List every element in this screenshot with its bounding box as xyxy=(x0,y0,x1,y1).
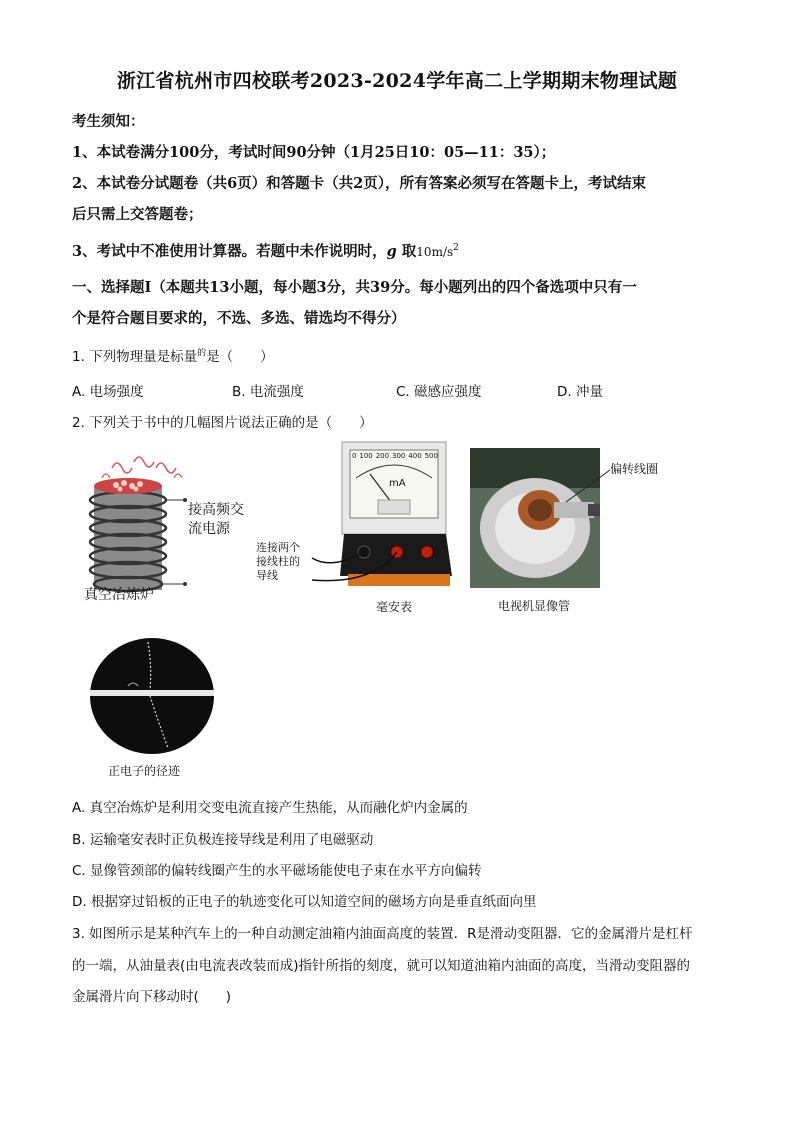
meter-scale xyxy=(352,452,438,460)
q2-option-c[interactable]: C. 显像管颈部的偏转线圈产生的水平磁场能使电子束在水平方向偏转 xyxy=(72,863,482,879)
meter-unit: mA xyxy=(389,478,406,489)
tv-tube-figure xyxy=(470,448,730,618)
section1-line2: 个是符合题目要求的，不选、多选、错选均不得分） xyxy=(72,310,406,327)
gravity-unit: 10m/s xyxy=(416,245,454,259)
q1-option-b[interactable]: B. 电流强度 xyxy=(232,384,304,400)
notice-item-3-text: 3、考试中不准使用计算器。若题中未作说明时， xyxy=(72,243,387,260)
milliammeter-figure xyxy=(252,440,452,620)
q1-option-d[interactable]: D. 冲量 xyxy=(557,384,603,400)
q3-line1: 3. 如图所示是某种汽车上的一种自动测定油箱内油面高度的装置．R是滑动变阻器．它的金属滑片是杠杆 xyxy=(72,926,693,942)
notice-item-3-take: 取 xyxy=(396,243,417,260)
deflection-coil-pointer xyxy=(562,466,612,506)
meter-scale-4: 400 xyxy=(408,452,422,460)
meter-wire-label-line2: 接线柱的 xyxy=(256,555,300,568)
meter-scale-1: 100 xyxy=(359,452,373,460)
q2-stem: 2. 下列关于书中的几幅图片说法正确的是（ ） xyxy=(72,415,373,431)
q1-stem xyxy=(72,345,274,365)
q1-stem-text: 1. 下列物理量是标量 xyxy=(72,349,198,365)
q3-line2: 的一端，从油量表(由电流表改装而成)指针所指的刻度，就可以知道油箱内油面的高度，当滑动变阻器的 xyxy=(72,958,691,974)
gravity-unit-exponent: 2 xyxy=(453,243,459,254)
q2-option-b[interactable]: B. 运输毫安表时正负极连接导线是利用了电磁驱动 xyxy=(72,832,374,848)
meter-scale-2: 200 xyxy=(375,452,390,460)
q1-option-a[interactable]: A. 电场强度 xyxy=(72,384,144,400)
meter-scale-0: 0 xyxy=(352,452,357,460)
positron-track-figure xyxy=(88,636,228,784)
q1-stem-end: 是（ ） xyxy=(206,349,274,365)
meter-caption: 毫安表 xyxy=(376,600,413,614)
exam-title: 浙江省杭州市四校联考2023-2024学年高二上学期期末物理试题 xyxy=(116,70,678,92)
vacuum-furnace-figure xyxy=(72,448,252,608)
notice-item-2b: 后只需上交答题卷； xyxy=(72,206,203,223)
meter-wire-label xyxy=(256,541,300,583)
milliammeter-drawing xyxy=(252,440,452,620)
q2-option-d[interactable]: D. 根据穿过铅板的正电子的轨迹变化可以知道空间的磁场方向是垂直纸面向里 xyxy=(72,894,537,910)
q1-option-c[interactable]: C. 磁感应强度 xyxy=(396,384,482,400)
furnace-label xyxy=(188,501,244,539)
meter-wire-label-line1: 连接两个 xyxy=(256,541,300,554)
tv-tube-caption: 电视机显像管 xyxy=(498,599,571,613)
q2-option-a[interactable]: A. 真空冶炼炉是利用交变电流直接产生热能，从而融化炉内金属的 xyxy=(72,800,468,816)
q1-stem-small: 的 xyxy=(197,348,207,359)
furnace-caption: 真空冶炼炉 xyxy=(84,587,154,603)
q1-options xyxy=(72,380,732,400)
notice-item-3 xyxy=(72,240,459,261)
furnace-label-line2: 流电源 xyxy=(188,521,230,537)
notice-item-2a: 2、本试卷分试题卷（共6页）和答题卡（共2页），所有答案必须写在答题卡上，考试结束 xyxy=(72,175,647,192)
gravity-symbol: g xyxy=(386,243,397,260)
positron-track-photo xyxy=(88,636,216,756)
notice-heading: 考生须知： xyxy=(72,113,145,130)
meter-scale-3: 300 xyxy=(391,452,406,460)
meter-scale-5: 500 xyxy=(424,452,438,460)
deflection-coil-label: 偏转线圈 xyxy=(610,462,659,476)
section1-line1: 一、选择题Ⅰ（本题共13小题，每小题3分，共39分。每小题列出的四个备选项中只有一 xyxy=(72,279,637,296)
notice-item-1: 1、本试卷满分100分，考试时间90分钟（1月25日10：05—11：35）； xyxy=(72,144,556,161)
meter-wire-label-line3: 导线 xyxy=(256,569,278,582)
furnace-label-line1: 接高频交 xyxy=(188,502,244,518)
q3-line3: 金属滑片向下移动时( ) xyxy=(72,989,232,1005)
positron-caption: 正电子的径迹 xyxy=(108,764,181,778)
